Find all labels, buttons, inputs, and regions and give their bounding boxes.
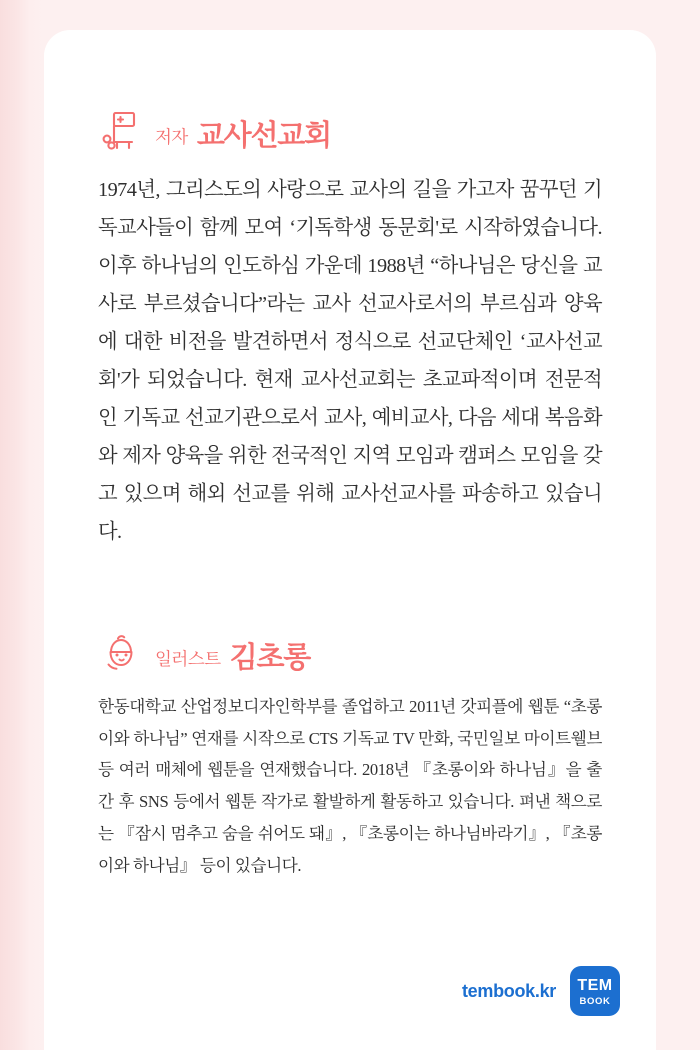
author-role-label: 저자 (155, 127, 188, 147)
website-label[interactable]: tembook.kr (461, 980, 556, 1001)
author-section-heading (98, 108, 602, 152)
logo-line-1: TEM (577, 976, 613, 994)
tembook-logo[interactable] (570, 966, 620, 1016)
author-name: 교사선교회 (196, 120, 331, 152)
flag-doodle-icon (98, 108, 144, 152)
baby-face-doodle-icon (98, 630, 144, 674)
illustrator-name: 김초롱 (229, 642, 311, 675)
content-card (44, 30, 656, 1050)
illustrator-bio-paragraph: 한동대학교 산업정보디자인학부를 졸업하고 2011년 갓피플에 웹툰 “초롱이와 하나님” 연재를 시작으로 CTS 기독교 TV 만화, 국민일보 마이트웰브 등 여러 매체에 웹툰을 연재했습니다. 2018년 『초롱이와 하나님』을 출간 후 SNS 등에서 웹툰 작가로 활발하게 활동하고 있습니다. 펴낸 책으로는 『잠시 멈추고 숨을 쉬어도 돼』, 『초롱이는 하나님바라기』, 『초롱이와 하나님』 등이 있습니다. (98, 696, 602, 876)
logo-line-2: BOOK (579, 995, 611, 1007)
illustrator-role-label: 일러스트 (155, 649, 221, 670)
author-bio-paragraph: 1974년, 그리스도의 사랑으로 교사의 길을 가고자 꿈꾸던 기독교사들이 함께 모여 ‘기독학생 동문회'로 시작하였습니다. 이후 하나님의 인도하심 가운데 1988년 “하나님은 당신을 교사로 부르셨습니다”라는 교사 선교사로서의 부르심과 양육에 대한 비전을 발견하면서 정식으로 선교단체인 ‘교사선교회'가 되었습니다. 현재 교사선교회는 초교파적이며 전문적인 기독교 선교기관으로서 교사, 예비교사, 다음 세대 복음화와 제자 양육을 위한 전국적인 지역 모임과 캠퍼스 모임을 갖고 있으며 해외 선교를 위해 교사선교사를 파송하고 있습니다. (98, 179, 602, 543)
illustrator-section-heading (98, 630, 602, 674)
section-spacer (98, 572, 602, 630)
footer (462, 966, 620, 1016)
